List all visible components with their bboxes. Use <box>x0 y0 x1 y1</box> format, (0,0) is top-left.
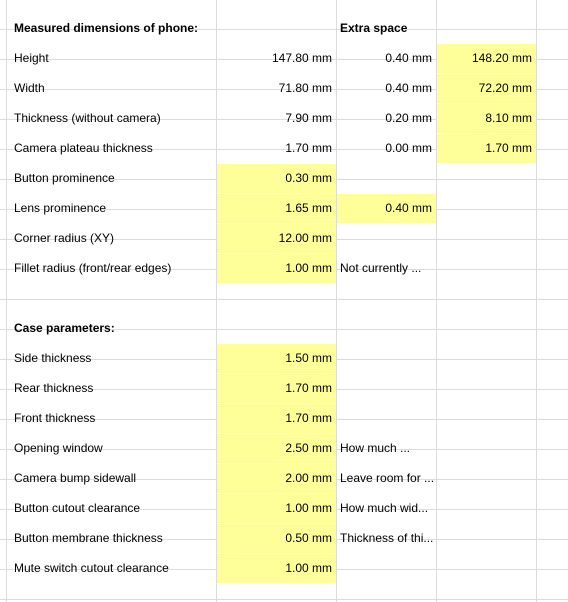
table-row <box>0 104 568 133</box>
value-cell[interactable]: 147.80 mm <box>271 51 332 65</box>
note-cell[interactable]: Leave room for ... <box>340 471 435 485</box>
note-cell[interactable]: How much wid... <box>340 501 429 515</box>
table-row <box>0 404 568 433</box>
label-cell[interactable]: Rear thickness <box>14 381 94 395</box>
label-cell[interactable]: Side thickness <box>14 351 92 365</box>
label-cell[interactable]: Button cutout clearance <box>14 501 141 515</box>
table-row <box>0 224 568 253</box>
label-cell[interactable]: Fillet radius (front/rear edges) <box>14 261 172 275</box>
extra-cell[interactable]: 0.40 mm <box>385 81 432 95</box>
value-cell[interactable]: 2.50 mm <box>217 434 336 463</box>
table-row <box>0 374 568 403</box>
note-cell[interactable]: Not currently ... <box>340 261 422 275</box>
table-row <box>0 464 568 493</box>
value-cell[interactable]: 1.70 mm <box>217 404 336 433</box>
label-cell[interactable]: Camera bump sidewall <box>14 471 137 485</box>
extra-space-header[interactable]: Extra space <box>340 21 408 35</box>
total-cell[interactable]: 1.70 mm <box>437 134 536 163</box>
label-cell[interactable]: Height <box>14 51 49 65</box>
table-row <box>0 194 568 223</box>
table-row <box>0 44 568 73</box>
label-cell[interactable]: Button prominence <box>14 171 115 185</box>
value-cell[interactable]: 0.50 mm <box>217 524 336 553</box>
value-cell[interactable]: 1.70 mm <box>217 374 336 403</box>
label-cell[interactable]: Thickness (without camera) <box>14 111 161 125</box>
header-row <box>0 14 568 43</box>
value-cell[interactable]: 71.80 mm <box>278 81 332 95</box>
value-cell[interactable]: 1.70 mm <box>285 141 332 155</box>
table-row <box>0 524 568 553</box>
label-cell[interactable]: Front thickness <box>14 411 96 425</box>
header-row <box>0 314 568 343</box>
note-cell[interactable]: Thickness of thi... <box>340 531 434 545</box>
table-row <box>0 494 568 523</box>
table-row <box>0 74 568 103</box>
value-cell[interactable]: 0.30 mm <box>217 164 336 193</box>
case-header[interactable]: Case parameters: <box>14 321 115 335</box>
value-cell[interactable]: 2.00 mm <box>217 464 336 493</box>
table-row <box>0 344 568 373</box>
note-cell[interactable]: How much ... <box>340 441 411 455</box>
value-cell[interactable]: 7.90 mm <box>285 111 332 125</box>
table-row <box>0 164 568 193</box>
label-cell[interactable]: Opening window <box>14 441 103 455</box>
total-cell[interactable]: 72.20 mm <box>437 74 536 103</box>
label-cell[interactable]: Width <box>14 81 45 95</box>
value-cell[interactable]: 1.00 mm <box>217 254 336 283</box>
total-cell[interactable]: 8.10 mm <box>437 104 536 133</box>
label-cell[interactable]: Button membrane thickness <box>14 531 163 545</box>
measured-header[interactable]: Measured dimensions of phone: <box>14 21 199 35</box>
label-cell[interactable]: Camera plateau thickness <box>14 141 153 155</box>
extra-cell[interactable]: 0.40 mm <box>385 51 432 65</box>
table-row <box>0 254 568 283</box>
table-row <box>0 434 568 463</box>
extra-cell[interactable]: 0.00 mm <box>385 141 432 155</box>
label-cell[interactable]: Mute switch cutout clearance <box>14 561 169 575</box>
extra-cell[interactable]: 0.40 mm <box>337 194 436 223</box>
value-cell[interactable]: 1.00 mm <box>217 554 336 583</box>
label-cell[interactable]: Lens prominence <box>14 201 107 215</box>
label-cell[interactable]: Corner radius (XY) <box>14 231 115 245</box>
value-cell[interactable]: 1.00 mm <box>217 494 336 523</box>
extra-cell[interactable]: 0.20 mm <box>385 111 432 125</box>
value-cell[interactable]: 1.50 mm <box>217 344 336 373</box>
value-cell[interactable]: 1.65 mm <box>217 194 336 223</box>
table-row <box>0 554 568 583</box>
value-cell[interactable]: 12.00 mm <box>217 224 336 253</box>
table-row <box>0 134 568 163</box>
total-cell[interactable]: 148.20 mm <box>437 44 536 73</box>
